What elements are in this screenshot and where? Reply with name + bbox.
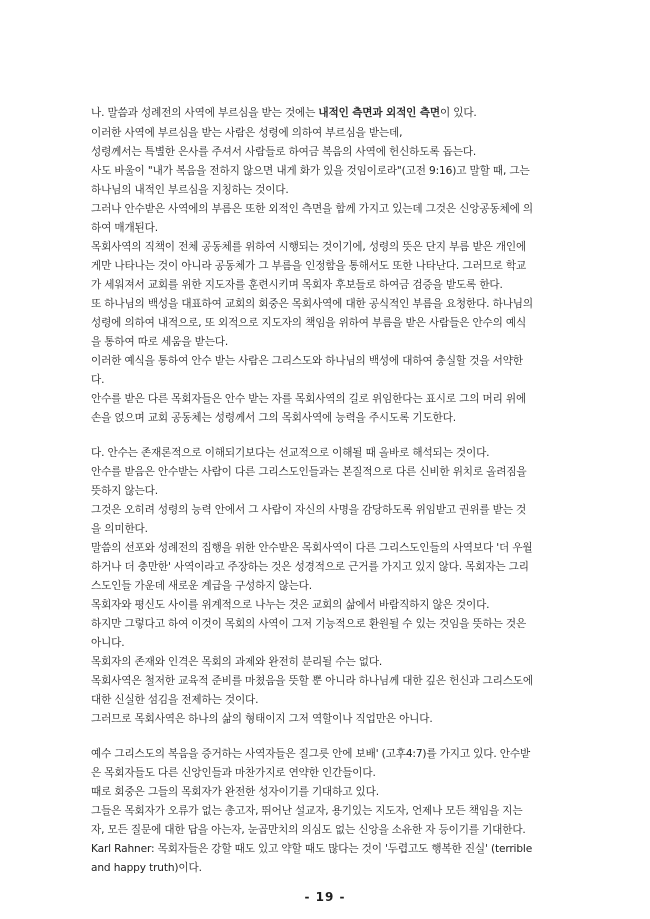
section-na-line-1	[91, 104, 477, 122]
section-da-line-6: 말씀의 선포와 성례전의 집행을 위한 안수받은 목회사역이 다른 그리스도인들의 사역보다 '더 우월	[91, 542, 533, 554]
section-3-line-5: 자, 모든 질문에 대한 답을 아는자, 눈곱만치의 의심도 없는 신앙을 소유한 자 등이기를 기대한다.	[91, 824, 526, 836]
section-na-line-16: 안수를 받은 다른 목회자들은 안수 받는 자를 목회사역의 길로 위임한다는 표시로 그의 머리 위에	[91, 393, 527, 405]
section-3-line-4: 그들은 목회자가 오류가 없는 총고자, 뛰어난 설교자, 용기있는 지도자, 언제나 모든 책임을 지는	[91, 805, 523, 817]
section-na-line-10: 가 세워져서 교회를 위한 지도자를 훈련시키며 목회자 후보들로 하여금 검증을 받도록 한다.	[91, 279, 503, 291]
section-na-line-4: 사도 바울이 "내가 복음을 전하지 않으면 내게 화가 있을 것임이로라"(고전 9:16)고 말할 때, 그는	[91, 165, 530, 177]
section-na-line-15: 다.	[91, 374, 105, 386]
section-da-line-7: 하거나 더 충만한' 사역이라고 주장하는 것은 성경적으로 근거를 가지고 있지 않다. 목회자는 그리	[91, 561, 529, 573]
section-da-line-9: 목회자와 평신도 사이를 위계적으로 나누는 것은 교회의 삶에서 바람직하지 않은 것이다.	[91, 599, 490, 611]
section-3-line-2: 은 목회자들도 다른 신앙인들과 마찬가지로 연약한 인간들이다.	[91, 767, 376, 779]
section-da-line-8: 스도인들 가운데 새로운 계급을 구성하지 않는다.	[91, 580, 312, 592]
section-3-line-1: 예수 그리스도의 복음을 증거하는 사역자들은 질그릇 안에 보배' (고후4:7)를 가지고 있다. 안수받	[91, 748, 531, 760]
section-na-line-13: 을 통하여 따로 세움을 받는다.	[91, 336, 229, 348]
section-da-line-4: 그것은 오히려 성령의 능력 안에서 그 사람이 자신의 사명을 감당하도록 위임받고 권위를 받는 것	[91, 504, 527, 516]
section-da-line-11: 아니다.	[91, 637, 125, 649]
section-na-line-9: 게만 나타나는 것이 아니라 공동체가 그 부름을 인정함을 통해서도 또한 나타난다. 그러므로 학교	[91, 260, 527, 272]
section-na-line-12: 성령에 의하여 내적으로, 또 외적으로 지도자의 책임을 위하여 부름을 받은 사람들은 안수의 예식	[91, 317, 527, 329]
section-na-line-17: 손을 얹으며 교회 공동체는 성령께서 그의 목회사역에 능력을 주시도록 기도한다.	[91, 412, 456, 424]
section-da-line-12: 목회자의 존재와 인격은 목회의 과제와 완전히 분리될 수는 없다.	[91, 656, 383, 668]
section-na-line-5: 하나님의 내적인 부르심을 지칭하는 것이다.	[91, 184, 289, 196]
section-da-line-3: 뜻하지 않는다.	[91, 485, 158, 497]
section-da-line-15: 그러므로 목회사역은 하나의 삶의 형태이지 그저 역할이나 직업만은 아니다.	[91, 713, 433, 725]
section-da-line-13: 목회사역은 철저한 교육적 준비를 마쳤음을 뜻할 뿐 아니라 하나님께 대한 깊은 헌신과 그리스도에	[91, 675, 533, 687]
section-3-line-6: Karl Rahner: 목회자들은 강할 때도 있고 약할 때도 많다는 것이 '두렵고도 행복한 진실' (terrible	[91, 843, 533, 855]
section-3-line-7: and happy truth)이다.	[91, 862, 202, 874]
section-na-line-7: 하여 매개된다.	[91, 222, 158, 234]
section-3-line-3: 때로 회중은 그들의 목회자가 완전한 성자이기를 기대하고 있다.	[91, 786, 379, 798]
section-na-line-8: 목회사역의 직책이 전체 공동체를 위하여 시행되는 것이기에, 성령의 뜻은 단지 부름 받은 개인에	[91, 241, 527, 253]
section-na-line-1-post: 이 있다.	[439, 107, 477, 119]
section-da-line-14: 대한 신실한 섬김을 전제하는 것이다.	[91, 694, 259, 706]
section-na-line-11: 또 하나님의 백성을 대표하여 교회의 회중은 목회사역에 대한 공식적인 부름을 요청한다. 하나님의	[91, 298, 533, 310]
section-da-line-1: 다. 안수는 존재론적으로 이해되기보다는 선교적으로 이해될 때 올바로 해석되는 것이다.	[91, 447, 490, 459]
section-na-line-14: 이러한 예식을 통하여 안수 받는 사람은 그리스도와 하나님의 백성에 대하여 충실할 것을 서약한	[91, 355, 523, 367]
section-na-line-6: 그러나 안수받은 사역에의 부름은 또한 외적인 측면을 함께 가지고 있는데 그것은 신앙공동체에 의	[91, 203, 533, 215]
section-da-line-2: 안수를 받음은 안수받는 사람이 다른 그리스도인들과는 본질적으로 다른 신비한 위치로 올려짐을	[91, 466, 527, 478]
section-na-line-2: 이러한 사역에 부르심을 받는 사람은 성령에 의하여 부르심을 받는데,	[91, 127, 403, 139]
section-na-emphasis: 내적인 측면과 외적인 측면	[318, 107, 440, 119]
section-na-line-1-pre: 나. 말씀과 성례전의 사역에 부르심을 받는 것에는	[91, 107, 319, 119]
page-number: - 19 -	[304, 890, 346, 904]
section-na-line-3: 성령께서는 특별한 은사를 주셔서 사람들로 하여금 복음의 사역에 헌신하도록 돕는다.	[91, 146, 477, 158]
section-da-line-5: 을 의미한다.	[91, 523, 148, 535]
section-da-line-10: 하지만 그렇다고 하여 이것이 목회의 사역이 그저 기능적으로 환원될 수 있는 것임을 뜻하는 것은	[91, 618, 527, 630]
